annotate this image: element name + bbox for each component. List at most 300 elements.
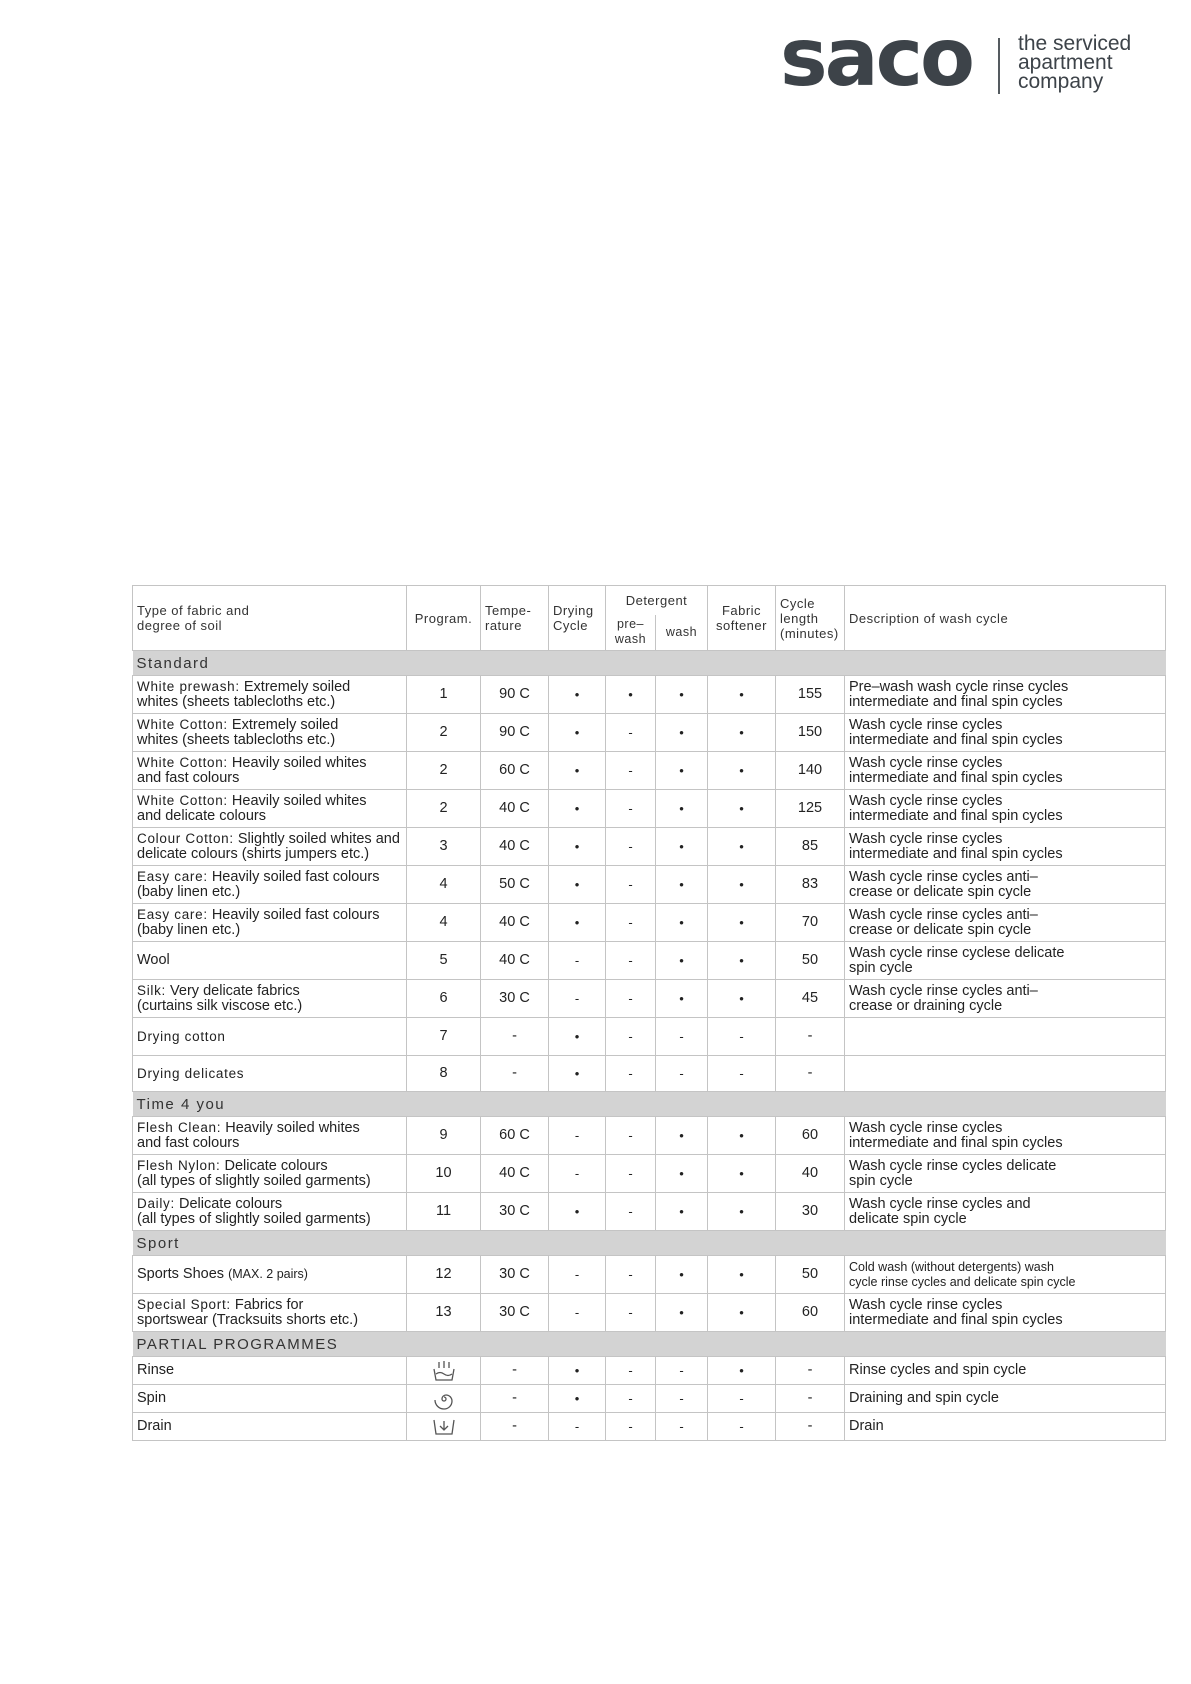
fabric-cell	[133, 980, 407, 1018]
fabric-cell	[133, 1357, 407, 1385]
softener-mark: •	[708, 790, 776, 828]
fabric-cell	[133, 1155, 407, 1193]
prewash-mark: -	[606, 714, 656, 752]
header-fabric-line: Type of fabric and	[137, 603, 250, 618]
temperature-value: 90 C	[481, 676, 549, 714]
section-title: Time 4 you	[133, 1092, 1166, 1117]
drying-cycle-mark: •	[549, 904, 606, 942]
description-line: Wash cycle rinse cycles	[849, 716, 1003, 733]
fabric-category: Easy care:	[137, 907, 208, 922]
description-line-2: intermediate and final spin cycles	[849, 1134, 1063, 1151]
header-cycle-length-line: (minutes)	[780, 625, 839, 641]
fabric-description: Heavily soiled whites	[231, 755, 367, 771]
fabric-cell	[133, 1193, 407, 1231]
temperature-value: 40 C	[481, 790, 549, 828]
description-cell	[845, 1385, 1166, 1413]
temperature-value: 40 C	[481, 828, 549, 866]
description-cell	[845, 828, 1166, 866]
fabric-line	[137, 907, 402, 923]
section-row-sport	[133, 1231, 1166, 1256]
drying-cycle-mark: •	[549, 1018, 606, 1056]
description-line: Wash cycle rinse cycles anti–	[849, 906, 1038, 923]
fabric-description: Heavily soiled fast colours	[211, 869, 380, 885]
header-drying-line: Cycle	[553, 618, 589, 633]
header-softener-line: softener	[716, 618, 767, 633]
fabric-line-2: (curtains silk viscose etc.)	[137, 998, 303, 1014]
temperature-value: -	[481, 1357, 549, 1385]
drying-cycle-mark: -	[549, 1117, 606, 1155]
cycle-length-value: 60	[776, 1294, 845, 1332]
description-cell	[845, 1357, 1166, 1385]
prewash-mark: •	[606, 676, 656, 714]
cycle-length-value: 140	[776, 752, 845, 790]
drying-cycle-mark: •	[549, 1385, 606, 1413]
temperature-value: 30 C	[481, 1294, 549, 1332]
description-cell	[845, 1294, 1166, 1332]
description-cell	[845, 1117, 1166, 1155]
fabric-line	[137, 1029, 402, 1045]
fabric-line	[137, 1267, 402, 1282]
fabric-description: Slightly soiled whites and	[237, 831, 400, 847]
prewash-mark: -	[606, 980, 656, 1018]
fabric-category: White Cotton:	[137, 717, 228, 732]
fabric-description: Delicate colours	[224, 1158, 328, 1174]
table-row	[133, 1056, 1166, 1092]
drying-cycle-mark: •	[549, 790, 606, 828]
header-cycle-length-line: length	[780, 610, 819, 626]
description-cell	[845, 752, 1166, 790]
prewash-mark: -	[606, 904, 656, 942]
description-line: Wash cycle rinse cycles	[849, 830, 1003, 847]
logo-tagline-line: the serviced	[1018, 32, 1132, 55]
rinse-icon	[411, 1360, 476, 1382]
fabric-line-2: and fast colours	[137, 770, 240, 786]
cycle-length-value: 60	[776, 1117, 845, 1155]
fabric-description: Extremely soiled	[243, 679, 351, 695]
description-cell	[845, 1413, 1166, 1441]
table-row	[133, 1256, 1166, 1294]
fabric-cell	[133, 828, 407, 866]
program-number: 2	[407, 714, 481, 752]
description-cell	[845, 1193, 1166, 1231]
description-line: Wash cycle rinse cycles delicate	[849, 1157, 1057, 1174]
temperature-value: -	[481, 1413, 549, 1441]
program-number: 12	[407, 1256, 481, 1294]
drying-cycle-mark: -	[549, 1256, 606, 1294]
prewash-mark: -	[606, 1294, 656, 1332]
drying-cycle-mark: •	[549, 752, 606, 790]
wash-mark: •	[656, 1256, 708, 1294]
program-number: 2	[407, 752, 481, 790]
description-line-2: cycle rinse cycles and delicate spin cycle	[849, 1274, 1076, 1289]
header-cycle-length	[776, 586, 845, 651]
fabric-description: Heavily soiled fast colours	[211, 907, 380, 923]
description-cell	[845, 1018, 1166, 1056]
fabric-line	[137, 1120, 402, 1136]
header-detergent: Detergent	[606, 586, 708, 615]
prewash-mark: -	[606, 1155, 656, 1193]
cycle-length-value: 125	[776, 790, 845, 828]
description-line-2: delicate spin cycle	[849, 1210, 967, 1227]
section-title: PARTIAL PROGRAMMES	[133, 1332, 1166, 1357]
temperature-value: 60 C	[481, 1117, 549, 1155]
fabric-cell	[133, 1385, 407, 1413]
saco-logo	[780, 11, 1160, 104]
cycle-length-value: 83	[776, 866, 845, 904]
table-row	[133, 1385, 1166, 1413]
header-temperature-line: Tempe-	[485, 603, 532, 618]
drying-cycle-mark: -	[549, 1294, 606, 1332]
fabric-line	[137, 1066, 402, 1082]
logo-tagline-line: apartment	[1018, 51, 1113, 74]
drying-cycle-mark: -	[549, 1155, 606, 1193]
description-line-2: crease or delicate spin cycle	[849, 883, 1032, 900]
fabric-description: Spin	[137, 1390, 167, 1406]
fabric-line	[137, 831, 402, 847]
section-row-partial	[133, 1332, 1166, 1357]
drying-cycle-mark: •	[549, 866, 606, 904]
description-cell	[845, 1056, 1166, 1092]
fabric-description: Wool	[137, 952, 170, 968]
wash-mark: •	[656, 676, 708, 714]
description-line: Wash cycle rinse cycles	[849, 754, 1003, 771]
softener-mark: •	[708, 1117, 776, 1155]
drying-cycle-mark: •	[549, 714, 606, 752]
fabric-line	[137, 1363, 402, 1378]
wash-mark: •	[656, 866, 708, 904]
description-line: Cold wash (without detergents) wash	[849, 1259, 1054, 1274]
softener-mark: •	[708, 942, 776, 980]
wash-mark: •	[656, 828, 708, 866]
description-cell	[845, 980, 1166, 1018]
wash-mark: -	[656, 1357, 708, 1385]
table-row	[133, 980, 1166, 1018]
softener-mark: -	[708, 1413, 776, 1441]
cycle-length-value: -	[776, 1385, 845, 1413]
description-line-2: intermediate and final spin cycles	[849, 731, 1063, 748]
wash-mark: •	[656, 904, 708, 942]
softener-mark: •	[708, 1193, 776, 1231]
fabric-category: White Cotton:	[137, 755, 228, 770]
temperature-value: 40 C	[481, 942, 549, 980]
fabric-line	[137, 1158, 402, 1174]
description-cell	[845, 714, 1166, 752]
fabric-description: Heavily soiled whites	[225, 1120, 360, 1136]
table-header-row	[133, 586, 1166, 615]
fabric-line-2: (all types of slightly soiled garments)	[137, 1211, 371, 1227]
header-cycle-length-line: Cycle	[780, 595, 816, 611]
cycle-length-value: 45	[776, 980, 845, 1018]
drying-cycle-mark: -	[549, 942, 606, 980]
fabric-cell	[133, 676, 407, 714]
program-number: 11	[407, 1193, 481, 1231]
table-row	[133, 904, 1166, 942]
softener-mark: -	[708, 1056, 776, 1092]
program-number: 1	[407, 676, 481, 714]
fabric-line-2: whites (sheets tablecloths etc.)	[137, 732, 336, 748]
header-prewash	[606, 615, 656, 651]
fabric-description: Sports Shoes	[137, 1266, 225, 1282]
section-title: Sport	[133, 1231, 1166, 1256]
drying-cycle-mark: •	[549, 1193, 606, 1231]
fabric-line	[137, 1391, 402, 1406]
prewash-mark: -	[606, 1056, 656, 1092]
wash-mark: -	[656, 1018, 708, 1056]
prewash-mark: -	[606, 790, 656, 828]
softener-mark: •	[708, 1256, 776, 1294]
description-line-2: intermediate and final spin cycles	[849, 807, 1063, 824]
fabric-line-2: sportswear (Tracksuits shorts etc.)	[137, 1312, 359, 1328]
description-line: Wash cycle rinse cycles	[849, 1119, 1003, 1136]
header-program: Program.	[407, 586, 481, 651]
prewash-mark: -	[606, 866, 656, 904]
spin-icon	[411, 1388, 476, 1410]
description-line-2: intermediate and final spin cycles	[849, 769, 1063, 786]
header-drying-line: Drying	[553, 603, 594, 618]
cycle-length-value: 40	[776, 1155, 845, 1193]
temperature-value: 90 C	[481, 714, 549, 752]
drying-cycle-mark: •	[549, 1056, 606, 1092]
table-row	[133, 1413, 1166, 1441]
wash-mark: •	[656, 790, 708, 828]
description-cell	[845, 904, 1166, 942]
temperature-value: 50 C	[481, 866, 549, 904]
temperature-value: 30 C	[481, 1193, 549, 1231]
program-number: 13	[407, 1294, 481, 1332]
wash-mark: •	[656, 1294, 708, 1332]
cycle-length-value: -	[776, 1357, 845, 1385]
description-line: Wash cycle rinse cyclese delicate	[849, 944, 1065, 961]
table-row	[133, 942, 1166, 980]
table-row	[133, 866, 1166, 904]
table-row	[133, 1018, 1166, 1056]
table-row	[133, 1193, 1166, 1231]
description-line-2: crease or draining cycle	[849, 997, 1003, 1014]
prewash-mark: -	[606, 1413, 656, 1441]
prewash-mark: -	[606, 828, 656, 866]
cycle-length-value: 70	[776, 904, 845, 942]
wash-mark: •	[656, 1155, 708, 1193]
fabric-description: Drying delicates	[137, 1065, 245, 1081]
fabric-description: Extremely soiled	[231, 717, 339, 733]
program-number: 4	[407, 866, 481, 904]
fabric-cell	[133, 714, 407, 752]
cycle-length-value: 50	[776, 942, 845, 980]
program-number: 6	[407, 980, 481, 1018]
wash-mark: -	[656, 1056, 708, 1092]
cycle-length-value: 155	[776, 676, 845, 714]
softener-mark: •	[708, 980, 776, 1018]
prewash-mark: -	[606, 1018, 656, 1056]
description-line-2: spin cycle	[849, 1172, 913, 1189]
fabric-line	[137, 953, 402, 968]
logo-tagline-line: company	[1018, 70, 1104, 93]
description-line: Pre–wash wash cycle rinse cycles	[849, 678, 1069, 695]
softener-mark: •	[708, 866, 776, 904]
drying-cycle-mark: •	[549, 828, 606, 866]
cycle-length-value: 30	[776, 1193, 845, 1231]
fabric-cell	[133, 1018, 407, 1056]
softener-mark: •	[708, 714, 776, 752]
softener-mark: •	[708, 828, 776, 866]
fabric-line	[137, 679, 402, 695]
logo-divider	[998, 38, 1000, 94]
table-row	[133, 676, 1166, 714]
table-row	[133, 1155, 1166, 1193]
fabric-cell	[133, 1294, 407, 1332]
fabric-cell	[133, 904, 407, 942]
softener-mark: -	[708, 1018, 776, 1056]
temperature-value: 40 C	[481, 904, 549, 942]
program-number: 9	[407, 1117, 481, 1155]
wash-mark: -	[656, 1413, 708, 1441]
softener-mark: •	[708, 904, 776, 942]
table-row	[133, 714, 1166, 752]
description-cell	[845, 1256, 1166, 1294]
prewash-mark: -	[606, 1117, 656, 1155]
description-line: Wash cycle rinse cycles	[849, 1296, 1003, 1313]
fabric-category: White prewash:	[137, 679, 240, 694]
fabric-description: Heavily soiled whites	[231, 793, 367, 809]
program-number: 4	[407, 904, 481, 942]
description-line: Wash cycle rinse cycles anti–	[849, 982, 1038, 999]
fabric-cell	[133, 752, 407, 790]
description-line: Rinse cycles and spin cycle	[849, 1362, 1027, 1378]
cycle-length-value: 50	[776, 1256, 845, 1294]
fabric-category: Daily:	[137, 1196, 175, 1211]
prewash-mark: -	[606, 1385, 656, 1413]
description-cell	[845, 942, 1166, 980]
fabric-line	[137, 983, 402, 999]
wash-mark: •	[656, 1193, 708, 1231]
section-title: Standard	[133, 651, 1166, 676]
fabric-category: Flesh Nylon:	[137, 1158, 221, 1173]
program-number: 10	[407, 1155, 481, 1193]
header-temperature-line: rature	[485, 618, 522, 633]
wash-programme-table	[132, 585, 1166, 1441]
temperature-value: -	[481, 1056, 549, 1092]
description-cell	[845, 866, 1166, 904]
fabric-cell	[133, 866, 407, 904]
fabric-description: Drain	[137, 1418, 172, 1434]
program-number: 2	[407, 790, 481, 828]
description-line-2: spin cycle	[849, 959, 913, 976]
header-description: Description of wash cycle	[845, 586, 1166, 651]
fabric-line-2: (baby linen etc.)	[137, 884, 241, 900]
wash-mark: •	[656, 942, 708, 980]
fabric-category: Easy care:	[137, 869, 208, 884]
drying-cycle-mark: -	[549, 1413, 606, 1441]
program-icon-cell	[407, 1385, 481, 1413]
header-fabric	[133, 586, 407, 651]
fabric-description: Delicate colours	[179, 1196, 283, 1212]
fabric-cell	[133, 790, 407, 828]
logo-wordmark: saco	[780, 11, 972, 104]
header-fabric-line: degree of soil	[137, 618, 223, 633]
wash-mark: -	[656, 1385, 708, 1413]
softener-mark: •	[708, 676, 776, 714]
description-line-2: intermediate and final spin cycles	[849, 693, 1063, 710]
fabric-line	[137, 1297, 402, 1313]
drying-cycle-mark: -	[549, 980, 606, 1018]
fabric-line	[137, 793, 402, 809]
header-softener	[708, 586, 776, 651]
fabric-category: White Cotton:	[137, 793, 228, 808]
softener-mark: •	[708, 752, 776, 790]
program-icon-cell	[407, 1357, 481, 1385]
description-cell	[845, 676, 1166, 714]
fabric-note: (MAX. 2 pairs)	[228, 1267, 308, 1281]
fabric-line-2: delicate colours (shirts jumpers etc.)	[137, 846, 370, 862]
fabric-cell	[133, 942, 407, 980]
softener-mark: •	[708, 1357, 776, 1385]
temperature-value: -	[481, 1018, 549, 1056]
fabric-description: Fabrics for	[234, 1297, 304, 1313]
description-line-2: crease or delicate spin cycle	[849, 921, 1032, 938]
fabric-line-2: and fast colours	[137, 1135, 240, 1151]
fabric-line	[137, 1419, 402, 1434]
program-icon-cell	[407, 1413, 481, 1441]
table-row	[133, 1357, 1166, 1385]
table-row	[133, 790, 1166, 828]
fabric-line-2: (baby linen etc.)	[137, 922, 241, 938]
temperature-value: -	[481, 1385, 549, 1413]
temperature-value: 40 C	[481, 1155, 549, 1193]
program-number: 5	[407, 942, 481, 980]
fabric-category: Colour Cotton:	[137, 831, 234, 846]
prewash-mark: -	[606, 752, 656, 790]
softener-mark: •	[708, 1155, 776, 1193]
cycle-length-value: -	[776, 1413, 845, 1441]
fabric-cell	[133, 1256, 407, 1294]
drain-icon	[411, 1417, 476, 1437]
fabric-cell	[133, 1056, 407, 1092]
cycle-length-value: -	[776, 1018, 845, 1056]
table-row	[133, 1117, 1166, 1155]
description-line: Wash cycle rinse cycles	[849, 792, 1003, 809]
prewash-mark: -	[606, 1256, 656, 1294]
description-line: Wash cycle rinse cycles anti–	[849, 868, 1038, 885]
fabric-cell	[133, 1413, 407, 1441]
temperature-value: 60 C	[481, 752, 549, 790]
temperature-value: 30 C	[481, 1256, 549, 1294]
fabric-category: Flesh Clean:	[137, 1120, 222, 1135]
wash-mark: •	[656, 1117, 708, 1155]
fabric-line	[137, 1196, 402, 1212]
cycle-length-value: 150	[776, 714, 845, 752]
fabric-description: Very delicate fabrics	[170, 983, 300, 999]
fabric-description: Rinse	[137, 1362, 175, 1378]
fabric-line	[137, 755, 402, 771]
prewash-mark: -	[606, 1357, 656, 1385]
drying-cycle-mark: •	[549, 1357, 606, 1385]
cycle-length-value: -	[776, 1056, 845, 1092]
description-line: Drain	[849, 1418, 884, 1434]
table-row	[133, 828, 1166, 866]
table-row	[133, 752, 1166, 790]
program-number: 3	[407, 828, 481, 866]
cycle-length-value: 85	[776, 828, 845, 866]
temperature-value: 30 C	[481, 980, 549, 1018]
table-row	[133, 1294, 1166, 1332]
softener-mark: •	[708, 1294, 776, 1332]
header-softener-line: Fabric	[721, 603, 762, 618]
header-temperature	[481, 586, 549, 651]
section-row-standard	[133, 651, 1166, 676]
fabric-line-2: whites (sheets tablecloths etc.)	[137, 694, 336, 710]
description-line: Draining and spin cycle	[849, 1390, 999, 1406]
softener-mark: -	[708, 1385, 776, 1413]
